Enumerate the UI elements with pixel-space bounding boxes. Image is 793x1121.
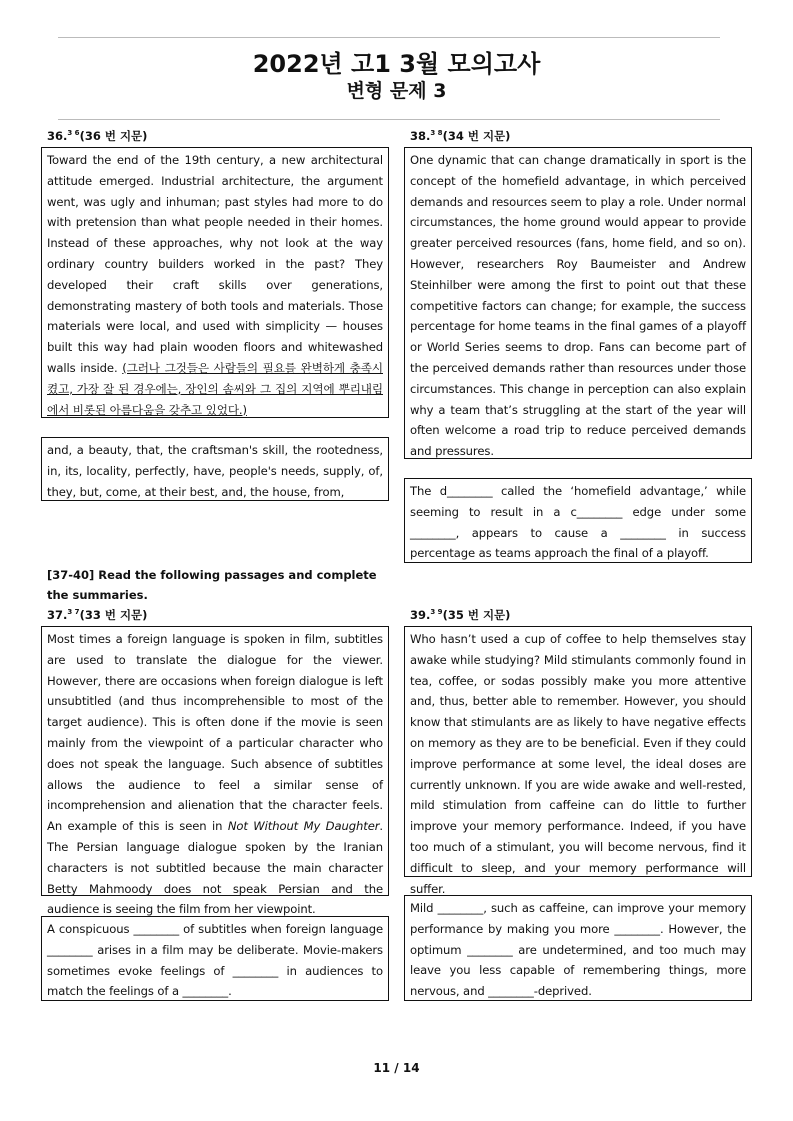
q38-summary: The d________ called the ‘homefield advantage,’ while seeming to result in a c________ edge under some ________, appears to cause a ________ in success percentage as teams approach the final of a playoff. [404,478,752,563]
q39-summary: Mild ________, such as caffeine, can improve your memory performance by making you more ________. However, the optimum ________ are undetermined, and too much may leave you less capable of remembering things, more nervous, and ________-deprived. [404,895,752,1001]
q37-label: 37.$^{3 7}$(33 번 지문) [47,608,148,622]
instruction: [37-40] Read the following passages and complete the summaries. [47,568,377,602]
q36-passage: Toward the end of the 19th century, a new architectural attitude emerged. Industrial architecture, the argument went, was ugly and inhuman; past styles had more to do with pretension than what people needed in their homes. Instead of these approaches, why not look at the way ordinary country builders worked in the past? They developed their craft skills over generations, demonstrating mastery of both tools and materials. Those materials were local, and used with simplicity — houses built this way had plain wooden floors and whitewashed walls inside. (그러나 그것들은 사람들의 필요를 완벽하게 충족시켰고, 가장 잘 된 경우에는, 장인의 솜씨와 그 집의 지역에 뿌리내림에서 비롯된 아름다움을 갖추고 있었다.) [41,147,389,418]
q39-label: 39.$^{3 9}$(35 번 지문) [410,608,511,622]
q36-underlined-translation: (그러나 그것들은 사람들의 필요를 완벽하게 충족시켰고, 가장 잘 된 경우에는, 장인의 솜씨와 그 집의 지역에 뿌리내림에서 비롯된 아름다움을 갖추고 있었다.) [47,360,383,417]
q37-passage: Most times a foreign language is spoken in film, subtitles are used to translate the dialogue for the viewer. However, there are occasions when foreign dialogue is left unsubtitled (and thus incomprehensible to most of the target audience). This is often done if the movie is seen mainly from the viewpoint of a particular character who does not speak the language. Such absence of subtitles allows the audience to feel a similar sense of incomprehension and alienation that the character feels. An example of this is seen in Not Without My Daughter. The Persian language dialogue spoken by the Iranian characters is not subtitled because the main character Betty Mahmoody does not speak Persian and the audience is seeing the film from her viewpoint. [41,626,389,896]
q36-label: 36.$^{3 6}$(36 번 지문) [47,129,148,143]
page-title: 2022년 고1 3월 모의고사 [252,50,541,78]
q36-word-bank: and, a beauty, that, the craftsman's skill, the rootedness, in, its, locality, perfectly, have, people's needs, supply, of, they, but, come, at their best, and, the house, from, [41,437,389,501]
q39-passage: Who hasn’t used a cup of coffee to help themselves stay awake while studying? Mild stimulants commonly found in tea, coffee, or sodas possibly make you more attentive and, thus, better able to remember. However, you should know that stimulants are as likely to have negative effects on memory as they are to be beneficial. Even if they could improve performance at some level, the ideal doses are currently unknown. If you are wide awake and well-rested, mild stimulation from caffeine can do little to further improve your memory performance. Indeed, if you have too much of a stimulant, you will become nervous, find it difficult to sleep, and your memory performance will suffer. [404,626,752,877]
header-rule [58,119,720,120]
page-number: 11 / 14 [373,1061,420,1075]
top-rule [58,37,720,38]
q38-label: 38.$^{3 8}$(34 번 지문) [410,129,511,143]
page-subtitle: 변형 문제 3 [346,80,447,102]
q38-passage: One dynamic that can change dramatically in sport is the concept of the homefield advantage, in which perceived demands and resources seem to play a role. Under normal circumstances, the home ground would appear to provide greater perceived resources (fans, home field, and so on). However, researchers Roy Baumeister and Andrew Steinhilber were among the first to point out that these competitive factors can change; for example, the success percentage for home teams in the final games of a playoff or World Series seems to drop. Fans can become part of the perceived demands rather than resources under those circumstances. This change in perception can also explain why a team that’s struggling at the start of the year will often welcome a road trip to reduce perceived demands and pressures. [404,147,752,459]
q37-summary: A conspicuous ________ of subtitles when foreign language ________ arises in a film may be deliberate. Movie-makers sometimes evoke feelings of ________ in audiences to match the feelings of a ________. [41,916,389,1001]
film-title: Not Without My Daughter [227,819,380,834]
